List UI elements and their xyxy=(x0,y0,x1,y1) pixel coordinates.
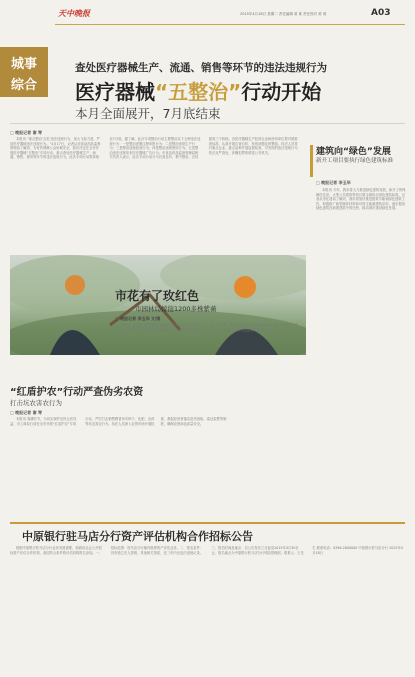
main-body: 本报讯 “重点整治‘五类’违法违规行为，加大飞检力度，严惩医疗器械违法违规行为。”4月17日，记者从市食品药品监督管理局了解到，为有效保障公众用械安全，我市决定在全市开展医疗器械“五整治”专项行动，重点查处医疗器械生产、流通、销售、使用等环节的违法违规行为。此次专项行动将持续至7月底。据了解，此次专项整治行动主要整治以下五种违法违规行为：一是整治虚假注册申报行为；二是整治违规生产行为；三是整治违规经营行为；四是整治违规使用行为；五是整治违法违规发布医疗器械广告行为。市食品药品监督管理局相关负责人表示，此次专项行动分为自查自纠、集中整治、总结提高三个阶段。各医疗器械生产经营企业和使用单位要对照检查标准，认真开展自查自纠，发现问题及时整改。执法人员将对重点企业、重点品种开展监督检查，对发现的违法违规行为依法从严查处，涉嫌犯罪的移送公安机关。 xyxy=(10,137,298,160)
masthead-date: 2015年4月18日 星期二 责任编辑 谁 谁 责任校对 谁 谁 xyxy=(240,12,327,16)
bottom-story-body: 本报讯 春耕时节，为切实保护农民合法权益，市工商局日前在全市开展“红盾护农”专项行动，严厉打击销售假冒伪劣种子、化肥、农药等坑农害农行为。执法人员深入农资市场开展检查，督促经营者落实进货查验、索证索票等制度，确保农资商品质量安全。 xyxy=(10,417,227,426)
bottom-story-headline: “红盾护农”行动严查伪劣农资 xyxy=(10,387,144,398)
page-number: A03 xyxy=(371,8,391,18)
section-block xyxy=(0,47,48,97)
section-title-line2: 综合 xyxy=(10,78,37,93)
photo-byline: □ 晚报记者 李玉华 文/图 xyxy=(115,316,161,321)
bottom-story-byline: □ 晚报记者 谢 琴 xyxy=(10,410,42,415)
ad-body: 根据中原银行驻马店分行业务发展需要，现面向社会公开招标资产评估合作机构，欢迎符合条件的评估机构报名参加。一、招标范围：驻马店分行辖内抵押资产评估业务。二、报名条件：具有独立法人资格，具备相关资质，近三年内无违法违规记录。三、报名时间及地点：自公告发布之日起至2015年4月30日止，报名地点为中原银行驻马店分行风险管理部。联系人：王先生 联系电话：0396-2800000 中原银行驻马店分行 2015年4月18日 xyxy=(10,546,403,555)
photo-body: 本报讯 连日来，市园林管理局组织技术人员对全市公园、游园及道路绿化带中的紫薇进行嫁接，为市花紫薇增添新色彩。据了解，此次共嫁接玫红色紫薇1200多株，待到今年夏季，市民将能欣赏到花色更加丰富的紫薇。 xyxy=(115,323,299,332)
main-headline-quote: “五整治” xyxy=(155,80,242,104)
main-headline xyxy=(75,76,321,105)
photo-headline: 市花有了玫红色 xyxy=(115,289,200,303)
side-story-subhead: 新开工项目要执行绿色建筑标准 xyxy=(316,158,394,164)
ad-rule xyxy=(10,522,405,524)
photo-subhead: 市园林局嫁接1200多株紫薇 xyxy=(135,305,217,313)
bottom-story-subhead: 打击坑农害农行为 xyxy=(10,399,62,407)
side-story-body: 本报讯 今年，我市将大力推进绿色建筑发展，新开工的保障性住房、大型公共建筑等项目要全面执行绿色建筑标准。记者从市住建局了解到，我市将加快推进建筑节能和绿色建筑工作，积极推广新型墙体材料和可再生能源建筑应用，逐步提高绿色建筑在新建建筑中的比例，推动城乡建设绿色发展。 xyxy=(316,188,406,211)
header-rule xyxy=(55,24,405,25)
side-story-headline: 建筑向“绿色”发展 xyxy=(316,147,391,157)
side-story-bar xyxy=(310,145,313,177)
main-headline-post: 行动开始 xyxy=(241,80,322,104)
main-headline-pre: 医疗器械 xyxy=(75,80,155,104)
ad-title: 中原银行驻马店分行资产评估机构合作招标公告 xyxy=(22,530,253,543)
main-byline: □ 晚报记者 谢 琴 xyxy=(10,130,42,135)
main-rule xyxy=(10,123,405,124)
masthead-logo: 天中晚报 xyxy=(58,9,90,18)
side-story-byline: □ 晚报记者 李玉华 xyxy=(316,180,351,185)
section-title-line1: 城事 xyxy=(10,57,37,72)
main-kicker: 查处医疗器械生产、流通、销售等环节的违法违规行为 xyxy=(75,62,327,74)
main-subhead: 本月全面展开，7月底结束 xyxy=(75,106,221,121)
